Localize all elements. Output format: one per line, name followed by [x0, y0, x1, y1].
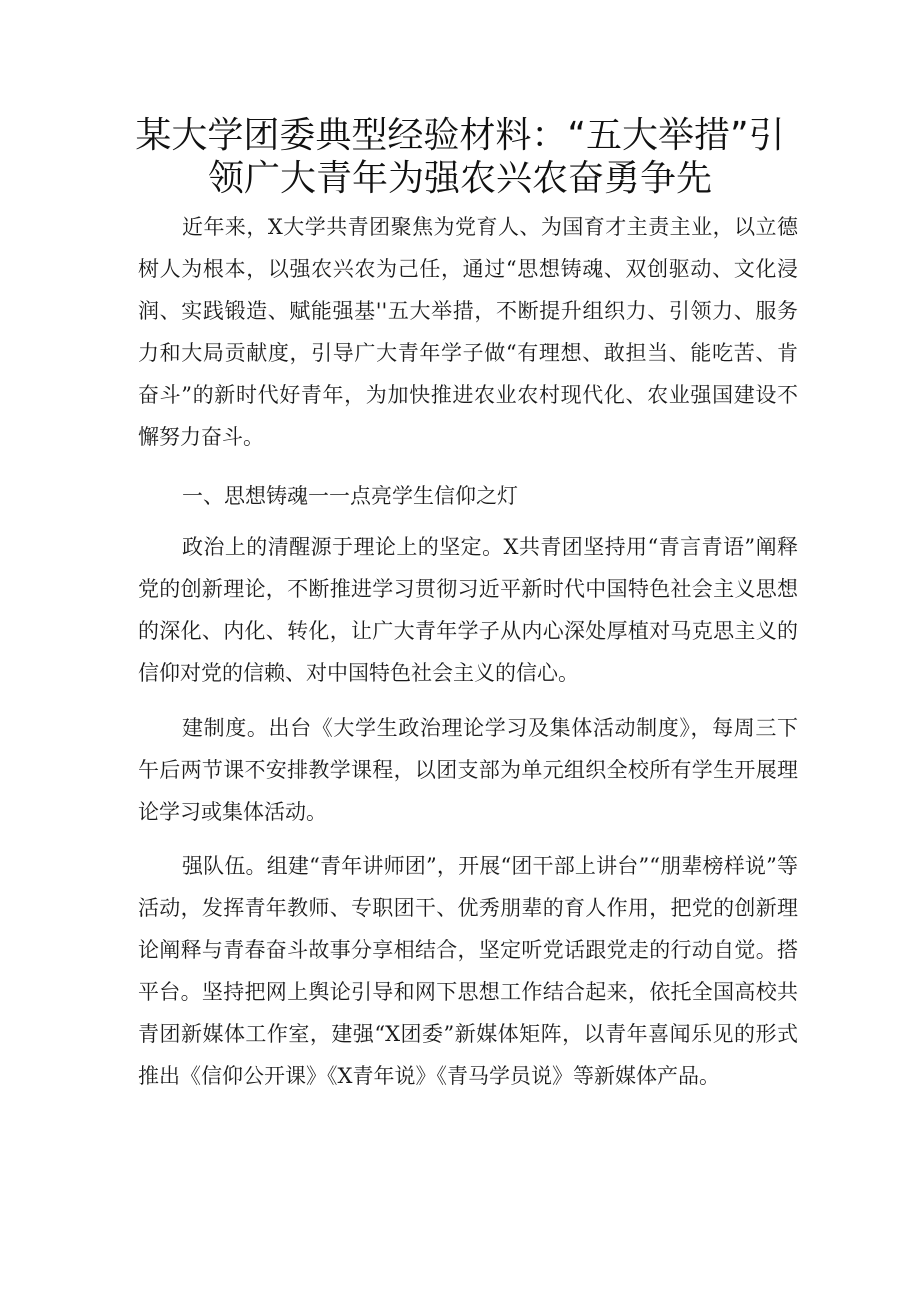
section-heading-1: 一、思想铸魂一一点亮学生信仰之灯: [182, 484, 518, 508]
paragraph-system: 建制度。出台《大学生政治理论学习及集体活动制度》，每周三下午后两节课不安排教学课程，以团支部为单元组织全校所有学生开展理论学习或集体活动。: [138, 716, 798, 824]
paragraph-team: 强队伍。组建“青年讲师团”，开展“团干部上讲台”“朋辈榜样说”等活动，发挥青年教师、专职团干、优秀朋辈的育人作用，把党的创新理论阐释与青春奋斗故事分享相结合，坚定听党话跟党走的行动自觉。搭平台。坚持把网上舆论引导和网下思想工作结合起来，依托全国高校共青团新媒体工作室，建强“X团委”新媒体矩阵，以青年喜闻乐见的形式推出《信仰公开课》《X青年说》《青马学员说》等新媒体产品。: [138, 854, 798, 1088]
document-title-line-1: 某大学团委典型经验材料：“五大举措”引: [135, 115, 785, 156]
paragraph-theory: 政治上的清醒源于理论上的坚定。X共青团坚持用“青言青语”阐释党的创新理论，不断推进学习贯彻习近平新时代中国特色社会主义思想的深化、内化、转化，让广大青年学子从内心深处厚植对马克思主义的信仰对党的信赖、对中国特色社会主义的信心。: [138, 535, 798, 685]
document-title-line-2: 领广大青年为强农兴农奋勇争先: [207, 158, 712, 199]
intro-paragraph: 近年来，X大学共青团聚焦为党育人、为国育才主责主业，以立德树人为根本，以强农兴农为己任，通过“思想铸魂、双创驱动、文化浸润、实践锻造、赋能强基''五大举措，不断提升组织力、引领力、服务力和大局贡献度，引导广大青年学子做“有理想、敢担当、能吃苦、肯奋斗”的新时代好青年，为加快推进农业农村现代化、农业强国建设不懈努力奋斗。: [138, 215, 798, 449]
